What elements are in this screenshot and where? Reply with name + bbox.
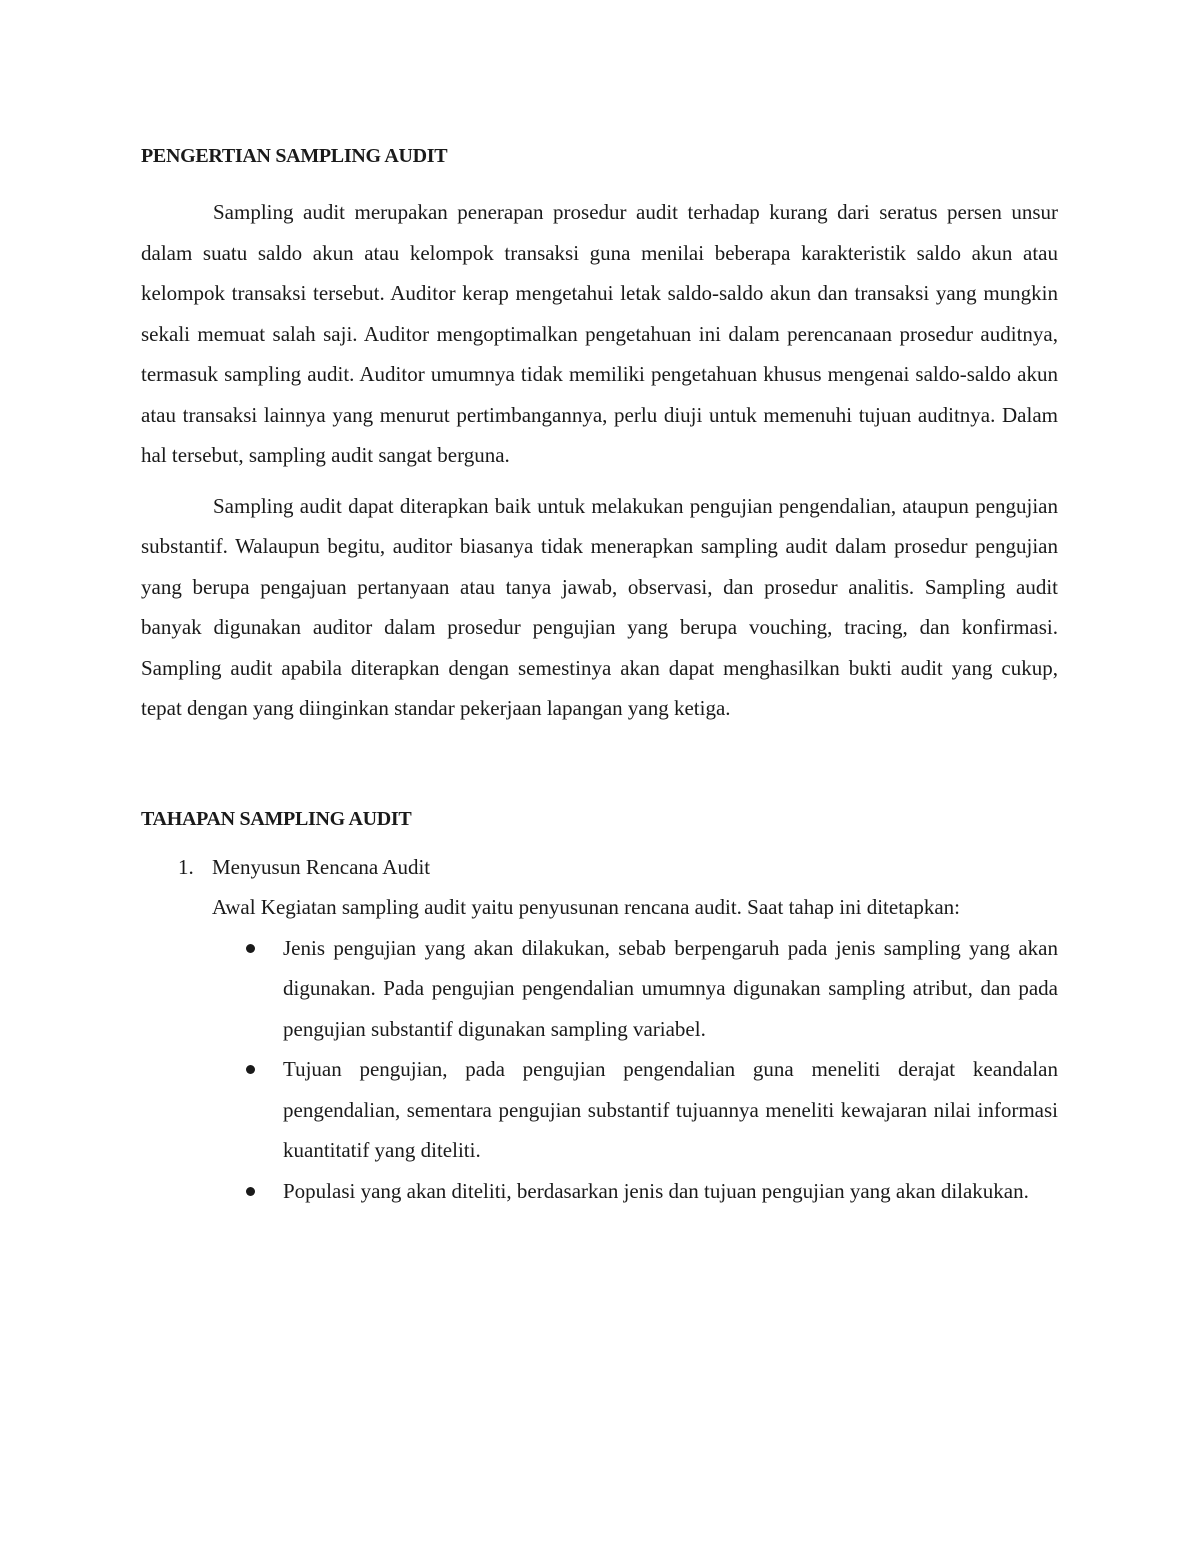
list-item <box>141 847 1058 1212</box>
bullet-text: Populasi yang akan diteliti, berdasarkan jenis dan tujuan pengujian yang akan dilakukan. <box>283 1178 1029 1203</box>
bullet-item <box>212 1171 1058 1212</box>
document-page <box>141 138 1058 1211</box>
numbered-list <box>141 847 1058 1212</box>
bullet-text: Tujuan pengujian, pada pengujian pengendalian guna meneliti derajat keandalan pengendalian, sementara pengujian substantif tujuannya meneliti kewajaran nilai informasi kuantitatif yang diteliti. <box>283 1057 1058 1162</box>
bullet-icon <box>246 1187 255 1196</box>
list-item-intro: Awal Kegiatan sampling audit yaitu penyusunan rencana audit. Saat tahap ini ditetapkan: <box>212 895 961 919</box>
section-heading-tahapan: TAHAPAN SAMPLING AUDIT <box>141 807 412 830</box>
list-number: 1. <box>178 854 194 879</box>
section-heading-pengertian: PENGERTIAN SAMPLING AUDIT <box>141 145 448 167</box>
paragraph: Sampling audit dapat diterapkan baik untuk melakukan pengujian pengendalian, ataupun pengujian substantif. Walaupun begitu, auditor biasanya tidak menerapkan sampling audit dalam prosedur pengujian yang berupa pengajuan pertanyaan atau tanya jawab, observasi, dan prosedur analitis. Sampling audit banyak digunakan auditor dalam prosedur pengujian yang berupa vouching, tracing, dan konfirmasi. Sampling audit apabila diterapkan dengan semestinya akan dapat menghasilkan bukti audit yang cukup, tepat dengan yang diinginkan standar pekerjaan lapangan yang ketiga. <box>141 493 1058 720</box>
bullet-icon <box>246 1065 255 1074</box>
bullet-item <box>212 1049 1058 1171</box>
paragraph: Sampling audit merupakan penerapan prosedur audit terhadap kurang dari seratus persen unsur dalam suatu saldo akun atau kelompok transaksi guna menilai beberapa karakteristik saldo akun atau kelompok transaksi tersebut. Auditor kerap mengetahui letak saldo-saldo akun dan transaksi yang mungkin sekali memuat salah saji. Auditor mengoptimalkan pengetahuan ini dalam perencanaan prosedur auditnya, termasuk sampling audit. Auditor umumnya tidak memiliki pengetahuan khusus mengenai saldo-saldo akun atau transaksi lainnya yang menurut pertimbangannya, perlu diuji untuk memenuhi tujuan auditnya. Dalam hal tersebut, sampling audit sangat berguna. <box>141 200 1058 467</box>
bullet-list <box>212 928 1058 1212</box>
bullet-icon <box>246 944 255 953</box>
bullet-item <box>212 928 1058 1050</box>
bullet-text: Jenis pengujian yang akan dilakukan, sebab berpengaruh pada jenis sampling yang akan digunakan. Pada pengujian pengendalian umumnya digunakan sampling atribut, dan pada pengujian substantif digunakan sampling variabel. <box>283 935 1058 1041</box>
list-item-title: Menyusun Rencana Audit <box>212 854 431 879</box>
